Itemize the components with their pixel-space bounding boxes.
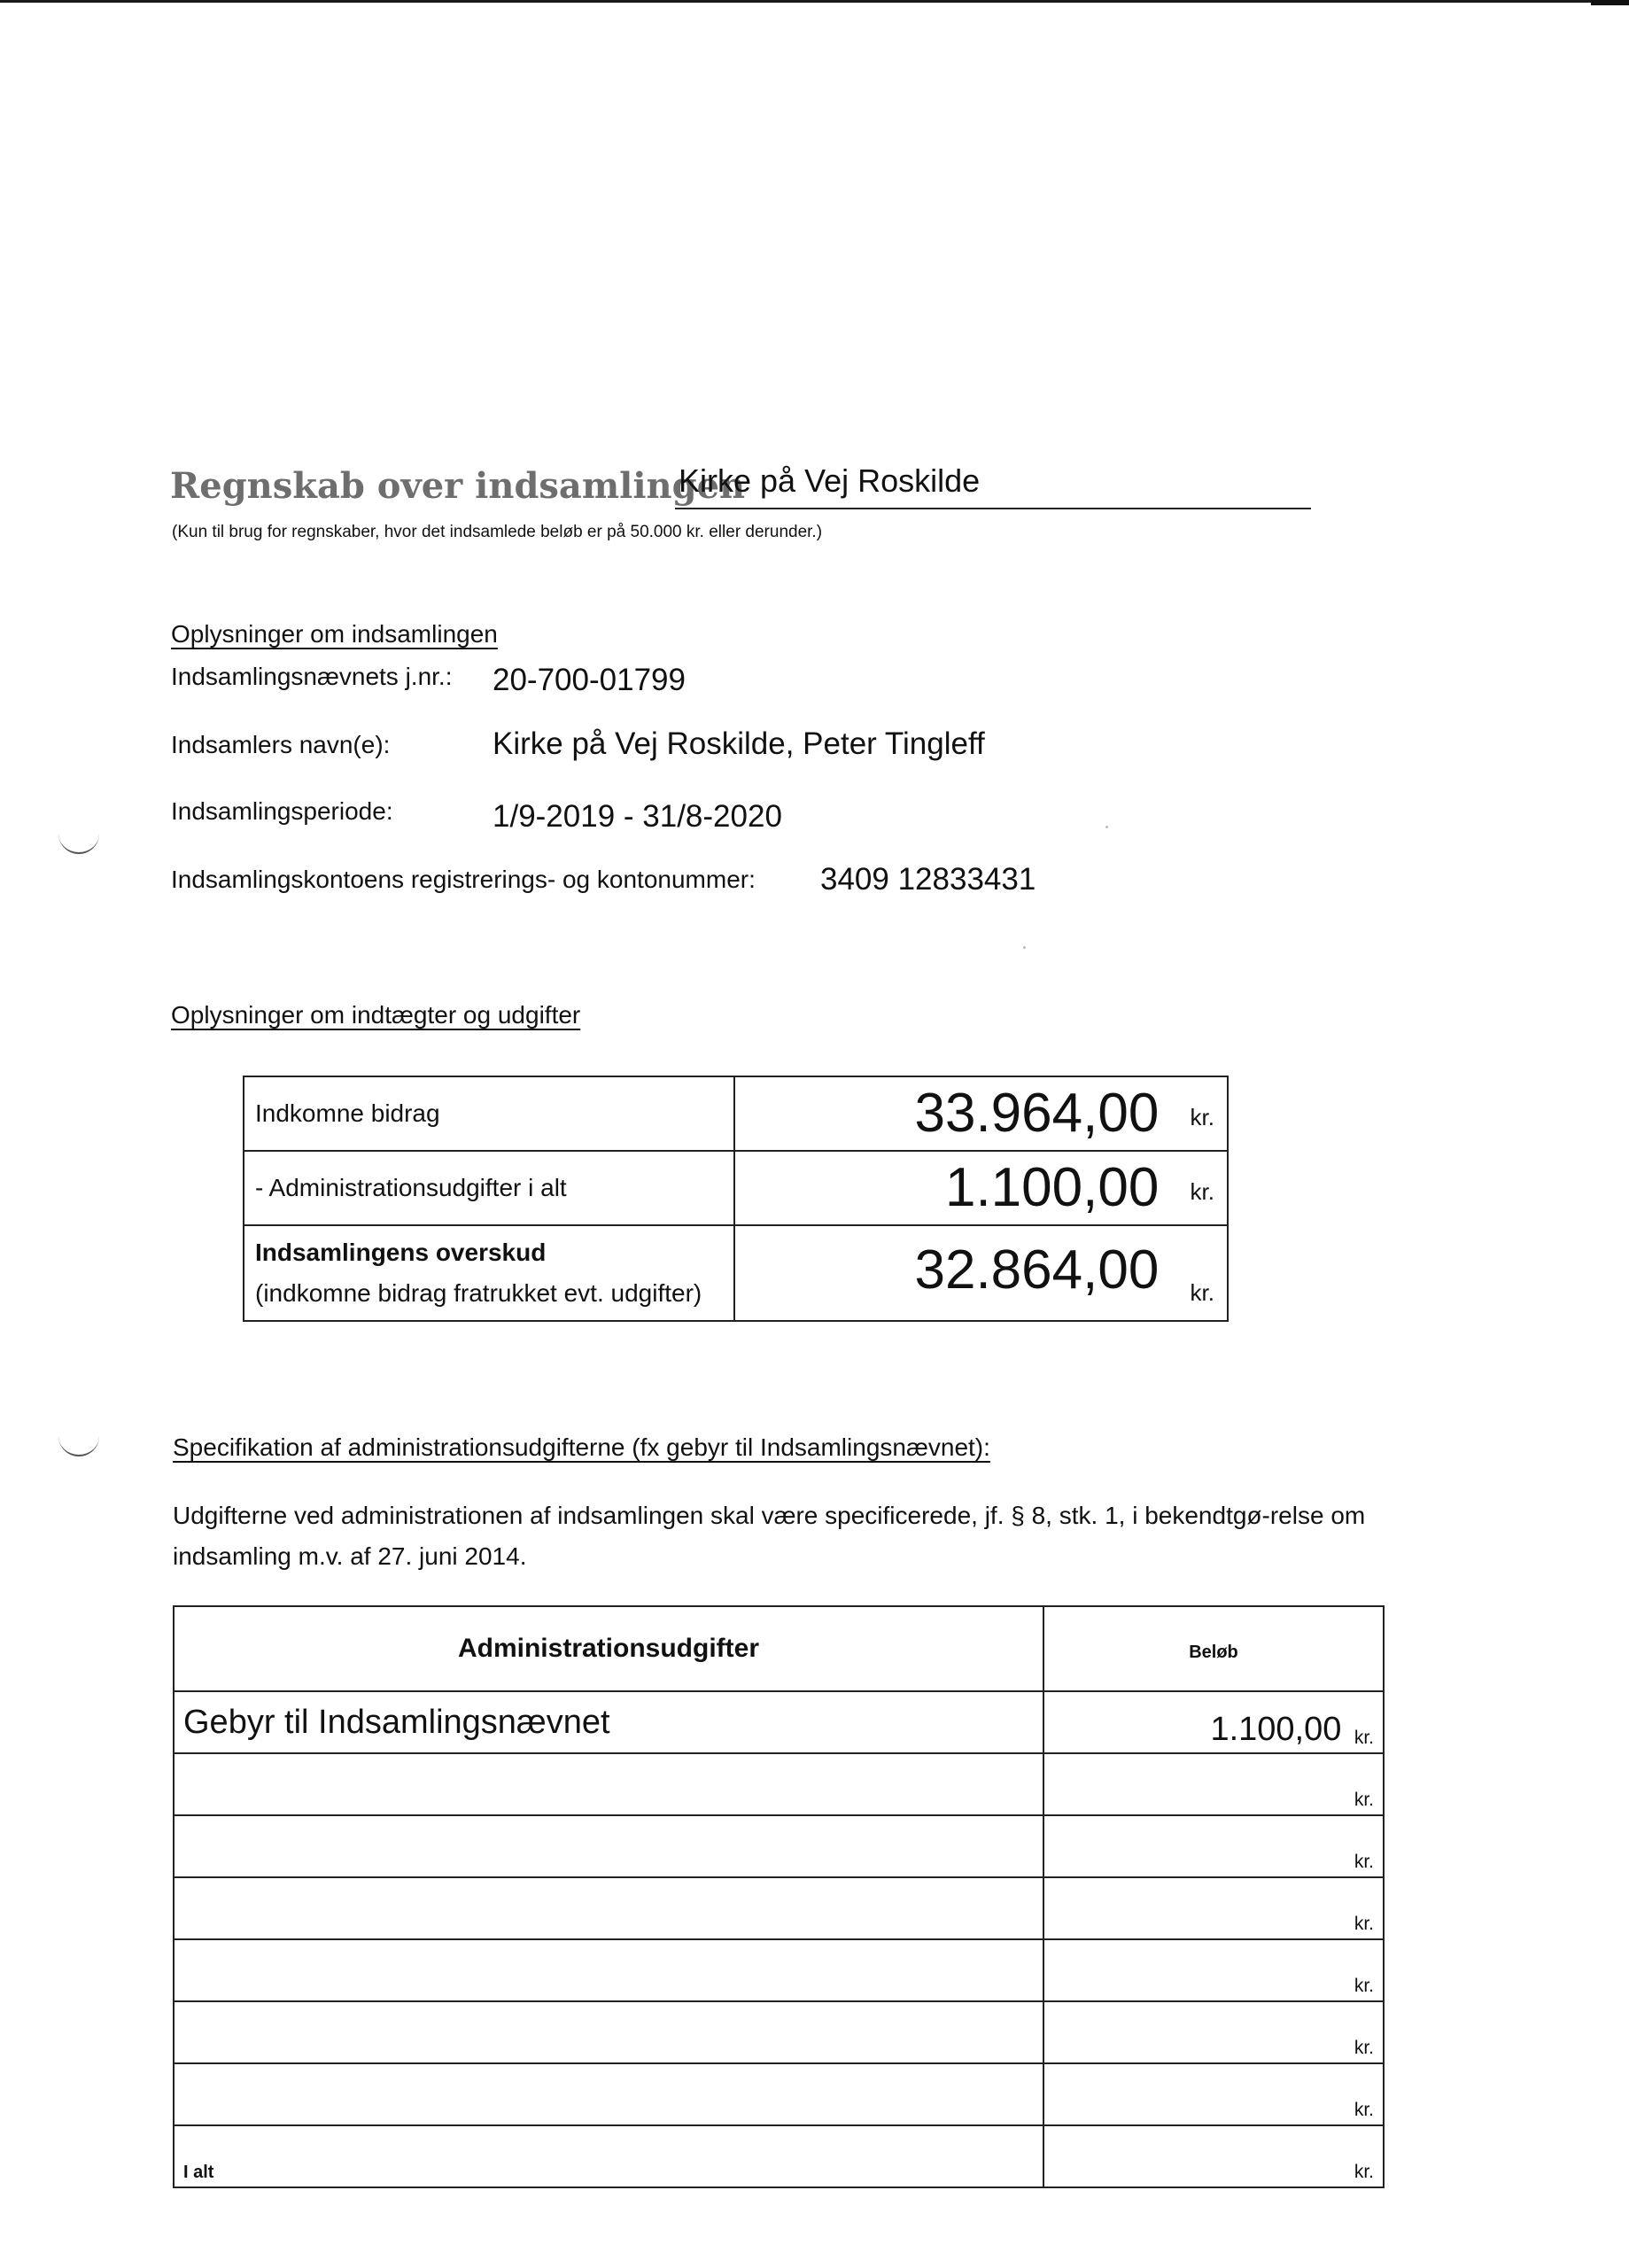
- table-row: [174, 2063, 1384, 2125]
- surplus-unit: kr.: [1190, 1279, 1214, 1307]
- spec-paragraph: Udgifterne ved administrationen af indsamlingen skal være specificerede, jf. § 8, stk. 1, i bekendtgø-relse om indsamling m.v. af 27. juni 2014.: [173, 1502, 1366, 1570]
- period-value: 1/9-2019 - 31/8-2020: [493, 799, 782, 834]
- spec-section-heading: Specifikation af administrationsudgifterne (fx gebyr til Indsamlingsnævnet):: [173, 1433, 990, 1461]
- income-amount: 33.964,00: [914, 1083, 1160, 1145]
- account-value: 3409 12833431: [820, 862, 1036, 897]
- collector-names-value: Kirke på Vej Roskilde, Peter Tingleff: [493, 726, 985, 761]
- admin-costs-unit: kr.: [1190, 1177, 1214, 1205]
- finance-section-heading: Oplysninger om indtægter og udgifter: [171, 1001, 581, 1029]
- collection-name-field: Kirke på Vej Roskilde: [679, 462, 981, 499]
- table-row: [174, 1753, 1384, 1815]
- surplus-label-cell: [244, 1225, 734, 1321]
- table-row: [174, 1815, 1384, 1877]
- surplus-amount-cell: [734, 1225, 1228, 1321]
- row-amount-cell: [1043, 1753, 1384, 1815]
- info-section-heading: Oplysninger om indsamlingen: [171, 620, 498, 648]
- income-label: Indkomne bidrag: [244, 1076, 734, 1151]
- row-amount-cell: [1043, 1877, 1384, 1939]
- punch-hole-mark: [58, 833, 99, 854]
- surplus-sublabel: (indkomne bidrag fratrukket evt. udgifter): [255, 1278, 702, 1307]
- row-amount-cell: [1043, 2063, 1384, 2125]
- row-amount: 1.100,00: [1210, 1711, 1342, 1748]
- row-amount-cell: [1043, 2001, 1384, 2063]
- surplus-label: Indsamlingens overskud: [255, 1238, 547, 1266]
- row-unit: kr.: [1354, 1914, 1374, 1934]
- punch-hole-mark: [58, 1435, 99, 1456]
- document-title: Regnskab over indsamlingen: [170, 465, 746, 507]
- row-unit: kr.: [1354, 1852, 1374, 1872]
- row-description: [174, 2001, 1043, 2063]
- total-amount-cell: [1043, 2125, 1384, 2187]
- row-description: [174, 1939, 1043, 2001]
- table-row: [174, 1877, 1384, 1939]
- finance-table: [243, 1076, 1229, 1322]
- row-unit: kr.: [1354, 2100, 1374, 2120]
- admin-costs-row: [244, 1151, 1228, 1225]
- title-underline: [675, 508, 1311, 509]
- scan-speck: [1105, 826, 1108, 828]
- period-label: Indsamlingsperiode:: [171, 797, 393, 825]
- admin-costs-amount-cell: [734, 1151, 1228, 1225]
- row-amount-cell: [1043, 1939, 1384, 2001]
- col-header-amount: Beløb: [1043, 1606, 1384, 1691]
- row-description: Gebyr til Indsamlingsnævnet: [174, 1691, 1043, 1753]
- row-amount-cell: [1043, 1815, 1384, 1877]
- jnr-value: 20-700-01799: [493, 663, 686, 697]
- total-label: I alt: [174, 2125, 1043, 2187]
- scan-top-edge: [0, 0, 1629, 3]
- admin-costs-amount: 1.100,00: [944, 1157, 1160, 1219]
- row-amount-cell: [1043, 1691, 1384, 1753]
- admin-costs-label: - Administrationsudgifter i alt: [244, 1151, 734, 1225]
- row-description: [174, 1753, 1043, 1815]
- row-unit: kr.: [1354, 2038, 1374, 2058]
- table-row: [174, 2001, 1384, 2063]
- scan-speck: [1023, 946, 1026, 949]
- table-row: [174, 1939, 1384, 2001]
- income-amount-cell: [734, 1076, 1228, 1151]
- row-description: [174, 1877, 1043, 1939]
- jnr-label: Indsamlingsnævnets j.nr.:: [171, 663, 453, 690]
- table-row: [174, 1691, 1384, 1753]
- total-unit: kr.: [1354, 2162, 1374, 2182]
- surplus-amount: 32.864,00: [914, 1239, 1160, 1301]
- collector-names-label: Indsamlers navn(e):: [171, 731, 391, 758]
- row-unit: kr.: [1354, 1728, 1374, 1748]
- row-unit: kr.: [1354, 1976, 1374, 1996]
- account-label: Indsamlingskontoens registrerings- og kontonummer:: [171, 866, 756, 893]
- document-subtitle: (Kun til brug for regnskaber, hvor det indsamlede beløb er på 50.000 kr. eller derunder.): [172, 523, 823, 541]
- admin-costs-table: [173, 1605, 1385, 2188]
- surplus-row: [244, 1225, 1228, 1321]
- income-row: [244, 1076, 1228, 1151]
- col-header-description: Administrationsudgifter: [174, 1606, 1043, 1691]
- total-row: [174, 2125, 1384, 2187]
- scan-edge-mark: [1591, 0, 1629, 5]
- row-description: [174, 2063, 1043, 2125]
- row-unit: kr.: [1354, 1790, 1374, 1810]
- row-description: [174, 1815, 1043, 1877]
- admin-table-header: [174, 1606, 1384, 1691]
- income-unit: kr.: [1190, 1103, 1214, 1130]
